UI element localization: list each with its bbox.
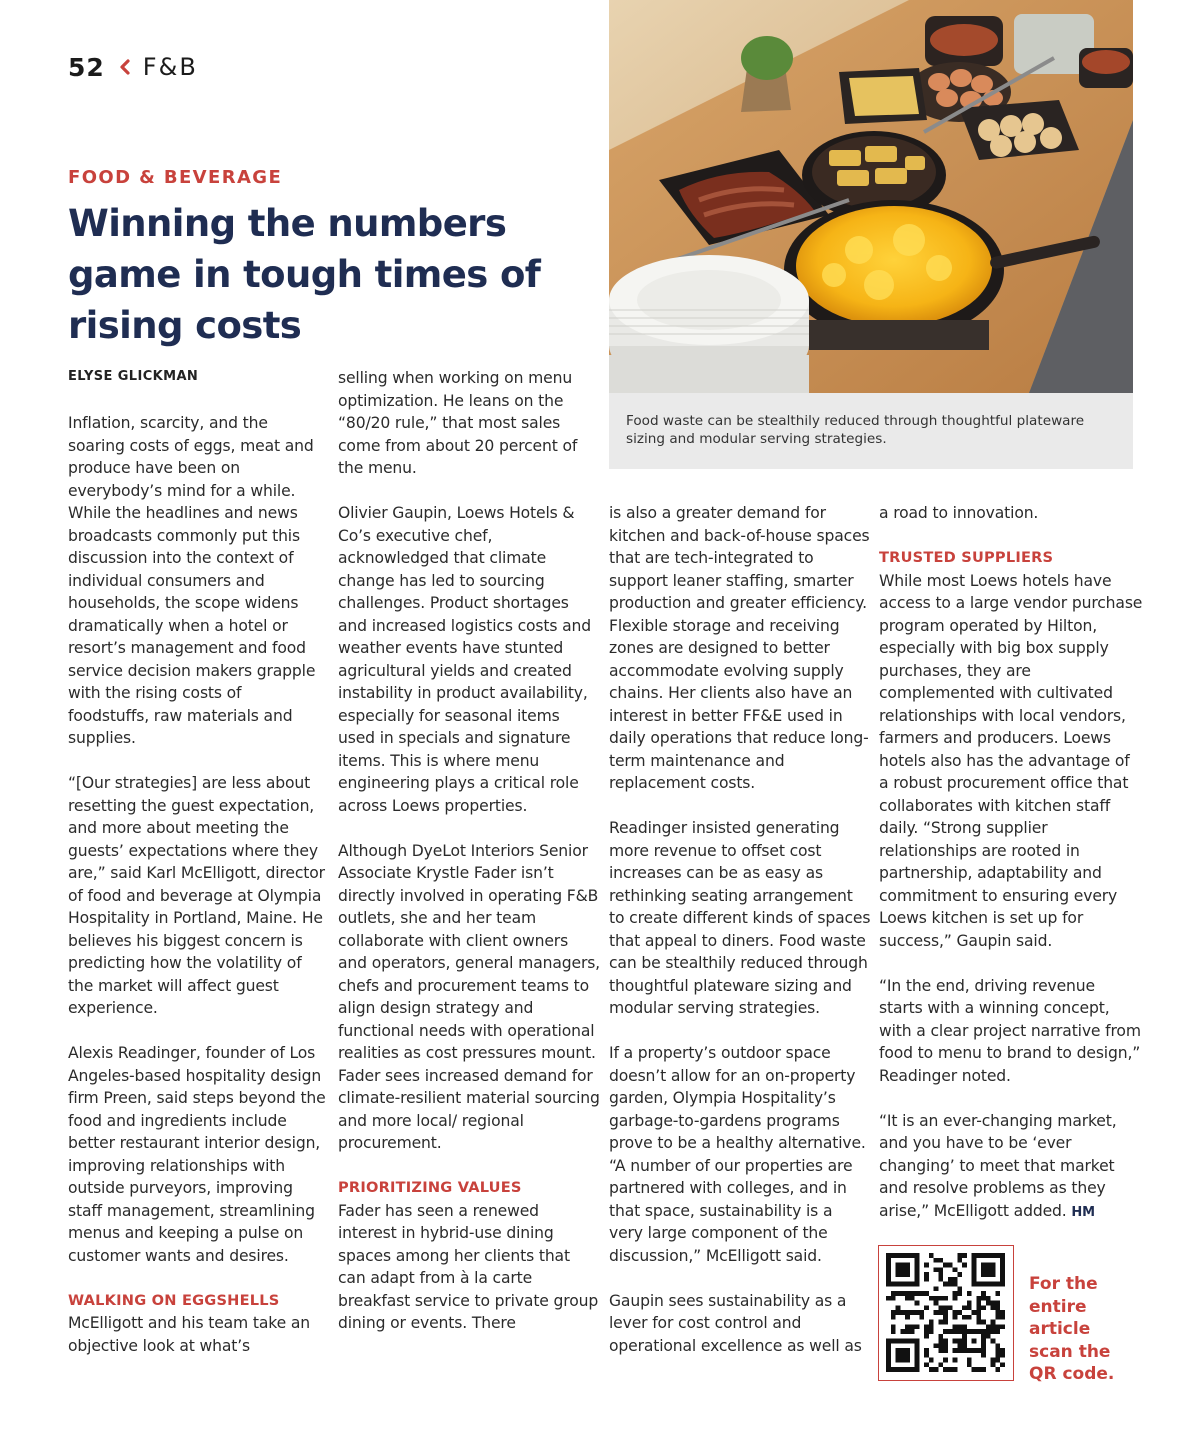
paragraph: “In the end, driving revenue starts with a winning concept, with a clear project narrative from food to menu to brand to design,” Readinger noted. <box>879 976 1141 1085</box>
photo-caption-box <box>609 393 1133 469</box>
paragraph: Inflation, scarcity, and the soaring costs of eggs, meat and produce have been on everybody’s mind for a while. While the headlines and news broadcasts commonly put this discussion into the context of individual consumers and households, the scope widens dramatically when a hotel or resort’s management and food service decision makers grapple with the rising costs of foodstuffs, raw materials and supplies. <box>68 414 316 747</box>
photo-caption: Food waste can be stealthily reduced through thoughtful plateware sizing and modular serving strategies. <box>626 413 1085 447</box>
paragraph: While most Loews hotels have access to a large vendor purchase program operated by Hilton, especially with big box supply purchases, they are complemented with cultivated relationships with local vendors, farmers and producers. Loews hotels also has the advantage of a robust procurement office that collaborates with kitchen staff daily. “Strong supplier relationships are rooted in partnership, adaptability and commitment to ensuring every Loews kitchen is set up for success,” Gaupin said. <box>879 571 1143 950</box>
paragraph: Although DyeLot Interiors Senior Associate Krystle Fader isn’t directly involved in operating F&B outlets, she and her team collaborate with client owners and operators, general managers, chefs and procurement teams to align design strategy and functional needs with operational realities as cost pressures mount. Fader sees increased demand for climate-resilient material sourcing and more local/ regional procurement. <box>338 841 600 1152</box>
paragraph: selling when working on menu optimization. He leans on the “80/20 rule,” that most sales come from about 20 percent of the menu. <box>338 369 578 477</box>
article-byline: ELYSE GLICKMAN <box>68 369 199 384</box>
column-2 <box>338 367 600 1335</box>
subhead-trusted-suppliers: TRUSTED SUPPLIERS <box>879 549 1054 566</box>
closing-quote: “It is an ever-changing market, and you have to be ‘ever changing’ to meet that market and resolve problems as they arise,” McElligott added. <box>879 1111 1117 1220</box>
section-name: F&B <box>142 53 198 81</box>
paragraph-closing <box>879 1110 1143 1225</box>
buffet-photo-illustration <box>609 0 1133 393</box>
qr-call-to-action: For the entire article scan the QR code. <box>1029 1274 1115 1384</box>
paragraph: “[Our strategies] are less about resetting the guest expectation, and more about meeting the guests’ expectations where they are,” said Karl McElligott, director of food and beverage at Olympia Hospitality in Portland, Maine. He believes his biggest concern is predicting how the volatility of the market will affect guest experience. <box>68 774 325 1017</box>
column-1 <box>68 412 326 1357</box>
column-4 <box>879 502 1143 1224</box>
subhead-prioritizing-values: PRIORITIZING VALUES <box>338 1179 522 1196</box>
paragraph: If a property’s outdoor space doesn’t allow for an on-property garden, Olympia Hospitality’s garbage-to-gardens programs prove to be a healthy alternative. “A number of our properties are partnered with colleges, and in that space, sustainability is a very large component of the discussion,” McElligott said. <box>609 1044 866 1265</box>
paragraph: McElligott and his team take an objective look at what’s <box>68 1314 310 1355</box>
qr-code-icon[interactable] <box>886 1253 1005 1372</box>
subhead-walking-on-eggshells: WALKING ON EGGSHELLS <box>68 1291 280 1309</box>
paragraph: Alexis Readinger, founder of Los Angeles-based hospitality design firm Preen, said steps beyond the food and ingredients include better restaurant interior design, improving relationships with outside purveyors, improving staff management, streamlining menus and keeping a pulse on customer wants and desires. <box>68 1044 326 1265</box>
paragraph: Gaupin sees sustainability as a lever for cost control and operational excellence as well as <box>609 1291 862 1355</box>
paragraph: is also a greater demand for kitchen and back-of-house spaces that are tech-integrated to support leaner staffing, smarter production and greater efficiency. Flexible storage and receiving zones are designed to better accommodate evolving supply chains. Her clients also have an interest in better FF&E used in daily operations that reduce long-term maintenance and replacement costs. <box>609 504 870 792</box>
column-3 <box>609 502 871 1357</box>
page-number: 52 <box>68 52 105 82</box>
page-folio <box>68 50 198 84</box>
paragraph: a road to innovation. <box>879 504 1039 522</box>
author-signature: HM <box>1071 1204 1095 1220</box>
article-headline: Winning the numbers game in tough times of rising costs <box>68 202 541 347</box>
buffet-photo <box>609 0 1133 393</box>
article-kicker: FOOD & BEVERAGE <box>68 167 283 188</box>
qr-code-frame[interactable] <box>878 1245 1014 1381</box>
chevron-left-icon <box>119 59 131 75</box>
paragraph: Olivier Gaupin, Loews Hotels & Co’s executive chef, acknowledged that climate change has led to sourcing challenges. Product shortages and increased logistics costs and weather events have stunted agricultural yields and created instability in product availability, especially for seasonal items used in specials and signature items. This is where menu engineering plays a critical role across Loews properties. <box>338 504 592 815</box>
paragraph: Readinger insisted generating more revenue to offset cost increases can be as easy as rethinking seating arrangement to create different kinds of spaces that appeal to diners. Food waste can be stealthily reduced through thoughtful plateware sizing and modular serving strategies. <box>609 819 871 1017</box>
paragraph: Fader has seen a renewed interest in hybrid-use dining spaces among her clients that can adapt from à la carte breakfast service to private group dining or events. There <box>338 1201 599 1332</box>
